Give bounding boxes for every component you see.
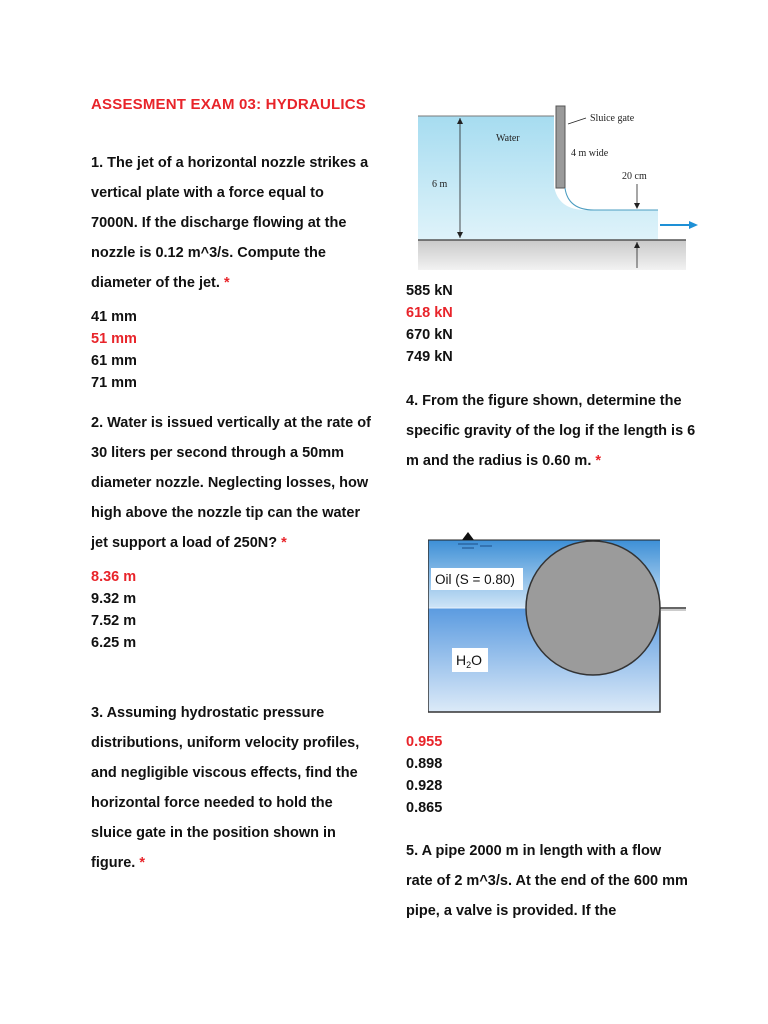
sluice-gate-figure bbox=[418, 104, 702, 274]
free-surface-icon bbox=[462, 532, 474, 540]
width-label: 4 m wide bbox=[571, 148, 609, 159]
required-asterisk: * bbox=[139, 855, 145, 871]
floating-log-figure bbox=[428, 530, 688, 716]
answer-option[interactable]: 9.32 m bbox=[91, 591, 137, 607]
question-4-text: 4. From the figure shown, determine the specific gravity of the log if the length is 6 m and the radius is 0.60 m. * bbox=[406, 393, 696, 469]
oil-label: Oil (S = 0.80) bbox=[435, 572, 515, 587]
question-1 bbox=[91, 148, 371, 394]
question-1-text: 1. The jet of a horizontal nozzle strikes a vertical plate with a force equal to 7000N. If the discharge flowing at the nozzle is 0.12 m^3/s. Compute the diameter of the jet. * bbox=[91, 155, 369, 291]
answer-option-correct[interactable]: 8.36 m bbox=[91, 569, 137, 585]
answer-option[interactable]: 0.865 bbox=[406, 800, 443, 816]
question-5 bbox=[406, 836, 688, 926]
gate-label: Sluice gate bbox=[590, 113, 635, 124]
answer-option-correct[interactable]: 51 mm bbox=[91, 331, 137, 347]
answer-option-correct[interactable]: 618 kN bbox=[406, 305, 453, 321]
flow-arrow-icon bbox=[689, 221, 698, 229]
answer-option[interactable]: 71 mm bbox=[91, 375, 137, 391]
question-3 bbox=[91, 698, 371, 878]
answer-option[interactable]: 6.25 m bbox=[91, 635, 137, 651]
outlet-label: 20 cm bbox=[622, 171, 647, 182]
question-4-options bbox=[406, 731, 706, 819]
depth-label: 6 m bbox=[432, 179, 448, 190]
required-asterisk: * bbox=[595, 453, 602, 469]
answer-option[interactable]: 61 mm bbox=[91, 353, 137, 369]
water-label: $H_2O$ bbox=[456, 652, 483, 670]
question-5-text: 5. A pipe 2000 m in length with a flow rate of 2 m^3/s. At the end of the 600 mm pipe, a valve is provided. If the bbox=[406, 843, 688, 919]
floating-log bbox=[526, 541, 660, 675]
question-3-text: 3. Assuming hydrostatic pressure distributions, uniform velocity profiles, and negligible viscous effects, find the horizontal force needed to hold the sluice gate in the position shown in figure. * bbox=[91, 705, 360, 871]
water-label: Water bbox=[496, 133, 520, 144]
question-2 bbox=[91, 408, 371, 654]
exam-title: ASSESMENT EXAM 03: HYDRAULICS bbox=[91, 96, 367, 113]
answer-option[interactable]: 0.898 bbox=[406, 756, 443, 772]
answer-option[interactable]: 0.928 bbox=[406, 778, 443, 794]
question-2-text: 2. Water is issued vertically at the rate of 30 liters per second through a 50mm diameter nozzle. Neglecting losses, how high above the nozzle tip can the water jet support a load of 250N? * bbox=[91, 415, 371, 551]
answer-option[interactable]: 670 kN bbox=[406, 327, 453, 343]
answer-option[interactable]: 585 kN bbox=[406, 283, 453, 299]
required-asterisk: * bbox=[281, 535, 287, 551]
question-3-options bbox=[406, 280, 706, 368]
question-4 bbox=[406, 386, 696, 476]
sluice-gate bbox=[556, 106, 565, 188]
channel-bed bbox=[418, 240, 686, 270]
answer-option[interactable]: 41 mm bbox=[91, 309, 137, 325]
answer-option-correct[interactable]: 0.955 bbox=[406, 734, 443, 750]
answer-option[interactable]: 7.52 m bbox=[91, 613, 137, 629]
required-asterisk: * bbox=[223, 275, 230, 291]
answer-option[interactable]: 749 kN bbox=[406, 349, 453, 365]
